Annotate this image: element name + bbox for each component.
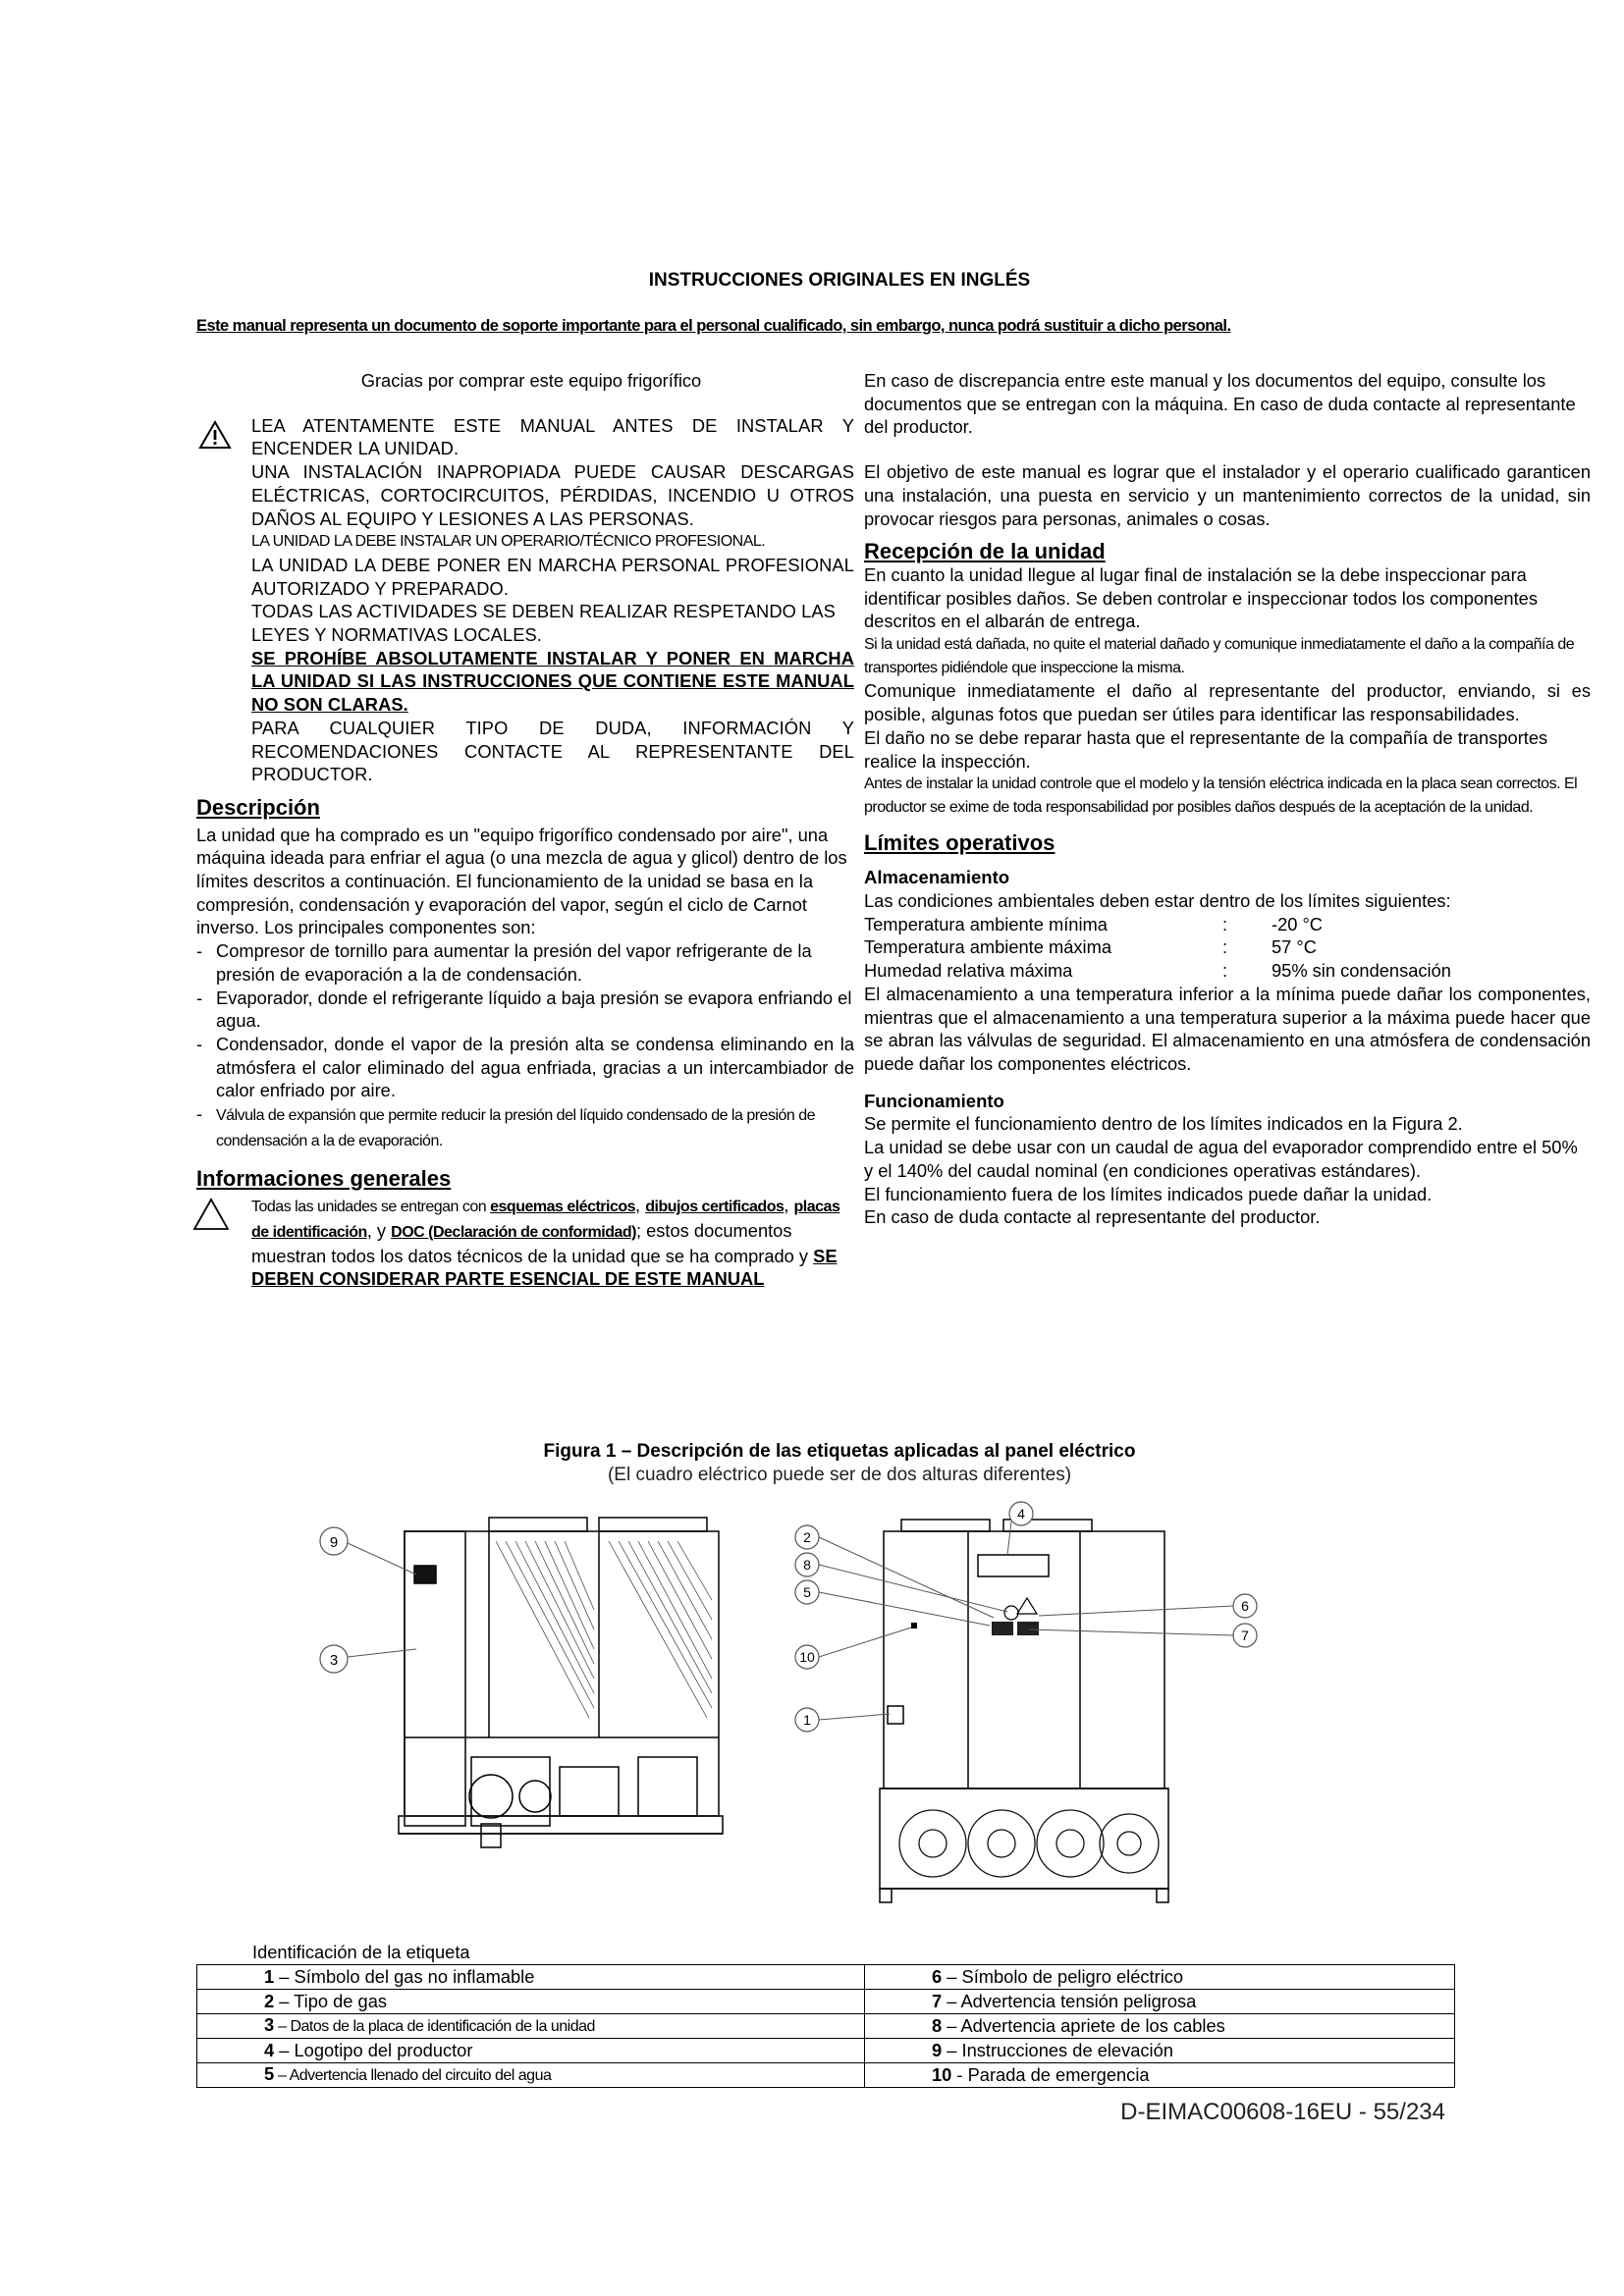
- svg-text:1: 1: [803, 1712, 811, 1728]
- warning-end: PARA CUALQUIER TIPO DE DUDA, INFORMACIÓN Y RECOMENDACIONES CONTACTE AL REPRESENTANTE DEL PRODUCTOR.: [251, 717, 854, 785]
- reception-p2: Si la unidad está dañada, no quite el material dañado y comunique inmediatamente el daño a la compañía de transportes pidiéndole que inspeccione la misma.: [864, 636, 1575, 676]
- reception-heading: Recepción de la unidad: [864, 539, 1106, 564]
- thanks-text: Gracias por comprar este equipo frigorífico: [360, 370, 702, 391]
- operation-p2: La unidad se debe usar con un caudal de agua del evaporador comprendido entre el 50% y el 140% del caudal nominal (en condiciones operativas estándares).: [864, 1137, 1578, 1181]
- caution-triangle-icon: [192, 1198, 230, 1231]
- operation-p4: En caso de duda contacte al representante del productor.: [864, 1206, 1321, 1228]
- callout-9-label: 9: [329, 1534, 339, 1551]
- component-item: - Condensador, donde el vapor de la presión alta se condensa eliminando en la atmósfera el calor eliminado del agua enfriada, gracias a un intercambiador de calor enfriado por aire.: [196, 1033, 854, 1102]
- svg-text:6: 6: [1241, 1598, 1249, 1614]
- reception-p5: Antes de instalar la unidad controle que el modelo y la tensión eléctrica indicada en la placa sean correctos. El productor se exime de toda responsabilidad por posibles daños después de la aceptación de la unidad.: [864, 775, 1578, 816]
- doc-link-plates: placas de identificación: [251, 1199, 840, 1241]
- reception-p4: El daño no se debe reparar hasta que el representante de la compañía de transportes realice la inspección.: [864, 726, 1548, 772]
- warning-line-5: TODAS LAS ACTIVIDADES SE DEBEN REALIZAR RESPETANDO LAS LEYES Y NORMATIVAS LOCALES.: [251, 601, 836, 646]
- table-row: 4 – Logotipo del productor 9 – Instrucciones de elevación: [197, 2039, 1455, 2063]
- general-heading: Informaciones generales: [196, 1165, 452, 1191]
- page-subtitle: Este manual representa un documento de soporte importante para el personal cualificado, sin embargo, nunca podrá sustituir a dicho personal.: [196, 317, 1231, 335]
- general-block: Todas las unidades se entregan con esquemas eléctricos, dibujos certificados, placas de identificación, y DOC (Declaración de conformidad); estos documentos muestran todos los datos técnicos de la unidad que se ha comprado y SE DEBEN CONSIDERAR PARTE ESENCIAL DE ESTE MANUAL: [196, 1194, 854, 1291]
- discrepancy-text: En caso de discrepancia entre este manual y los documentos del equipo, consulte los documentos que se entregan con la máquina. En caso de duda contacte al representante del productor.: [864, 370, 1576, 438]
- storage-row: Humedad relativa máxima : 95% sin condensación: [864, 960, 1451, 982]
- warning-block: [196, 414, 854, 786]
- description-heading: Descripción: [196, 794, 320, 820]
- svg-text:5: 5: [803, 1584, 811, 1600]
- table-row: 2 – Tipo de gas 7 – Advertencia tensión peligrosa: [197, 1990, 1455, 2014]
- storage-heading: Almacenamiento: [864, 867, 1010, 888]
- page-title: INSTRUCCIONES ORIGINALES EN INGLÉS: [648, 270, 1031, 291]
- warning-line-2: UNA INSTALACIÓN INAPROPIADA PUEDE CAUSAR DESCARGAS ELÉCTRICAS, CORTOCIRCUITOS, PÉRDIDAS, INCENDIO U OTROS DAÑOS AL EQUIPO Y LESIONES A LAS PERSONAS.: [251, 461, 854, 529]
- component-item: - Evaporador, donde el refrigerante líquido a baja presión se evapora enfriando el agua.: [196, 987, 854, 1033]
- component-item: - Válvula de expansión que permite reducir la presión del líquido condensado de la presión de condensación a la de evaporación.: [196, 1102, 854, 1152]
- general-mid: ; estos documentos muestran todos los datos técnicos de la unidad que se ha comprado y: [251, 1219, 814, 1266]
- storage-intro: Las condiciones ambientales deben estar dentro de los límites siguientes:: [864, 890, 1451, 912]
- warning-line-3: LA UNIDAD LA DEBE INSTALAR UN OPERARIO/TÉCNICO PROFESIONAL.: [251, 533, 766, 551]
- doc-link-doc: DOC (Declaración de conformidad): [391, 1223, 636, 1241]
- figure-subtitle: (El cuadro eléctrico puede ser de dos alturas diferentes): [607, 1465, 1072, 1485]
- storage-row: Temperatura ambiente mínima : -20 °C: [864, 913, 1324, 934]
- svg-text:2: 2: [803, 1529, 811, 1545]
- operation-heading: Funcionamiento: [864, 1090, 1004, 1111]
- component-item: - Compresor de tornillo para aumentar la presión del vapor refrigerante de la presión de evaporación a la de condensación.: [196, 939, 854, 986]
- table-row: 5 – Advertencia llenado del circuito del agua 10 - Parada de emergencia: [197, 2063, 1455, 2088]
- document-reference: D-EIMAC00608-16EU - 55/234: [1120, 2099, 1445, 2125]
- left-column: [196, 369, 854, 1291]
- figure-title: Figura 1 – Descripción de las etiquetas aplicadas al panel eléctrico: [543, 1441, 1136, 1462]
- svg-text:8: 8: [803, 1557, 811, 1573]
- warning-bold: SE PROHÍBE ABSOLUTAMENTE INSTALAR Y PONER EN MARCHA LA UNIDAD SI LAS INSTRUCCIONES QUE CONTIENE ESTE MANUAL NO SON CLARAS.: [251, 647, 854, 716]
- label-table-caption: Identificación de la etiqueta: [252, 1942, 470, 1962]
- svg-text:4: 4: [1017, 1506, 1025, 1522]
- svg-text:7: 7: [1241, 1628, 1249, 1643]
- warning-triangle-icon: [198, 420, 232, 450]
- general-bold: SE DEBEN CONSIDERAR PARTE ESENCIAL DE ESTE MANUAL: [251, 1245, 838, 1290]
- objective-text: El objetivo de este manual es lograr que el instalador y el operario cualificado garanticen una instalación, una puesta en servicio y un mantenimiento correctos de la unidad, sin provocar riesgos para personas, animales o cosas.: [864, 461, 1591, 529]
- unit-side-view-drawing: [314, 1512, 727, 1904]
- storage-row: Temperatura ambiente máxima : 57 °C: [864, 936, 1317, 958]
- callout-3-label: 3: [329, 1652, 339, 1669]
- warning-line-4: LA UNIDAD LA DEBE PONER EN MARCHA PERSONAL PROFESIONAL AUTORIZADO Y PREPARADO.: [251, 554, 854, 599]
- svg-text:10: 10: [799, 1649, 815, 1665]
- reception-p1: En cuanto la unidad llegue al lugar final de instalación se la debe inspeccionar para identificar posibles daños. Se deben controlar e inspeccionar todos los componentes descritos en el albarán de entrega.: [864, 563, 1538, 632]
- reception-p3: Comunique inmediatamente el daño al representante del productor, enviando, si es posible, algunas fotos que puedan ser útiles para identificar las responsabilidades.: [864, 680, 1591, 725]
- storage-p1: El almacenamiento a una temperatura inferior a la mínima puede dañar los componentes, mientras que el almacenamiento a una temperatura superior a la máxima puede hacer que se abran las válvulas de seguridad. El almacenamiento en una atmósfera de condensación puede dañar los componentes eléctricos.: [864, 983, 1591, 1074]
- unit-front-view-drawing: [785, 1500, 1296, 1912]
- description-text: La unidad que ha comprado es un "equipo frigorífico condensado por aire", una máquina ideada para enfriar el agua (o una mezcla de agua y glicol) dentro de los límites descritos a continuación. El funcionamiento de la unidad se basa en la compresión, condensación y evaporación del vapor, según el ciclo de Carnot inverso. Los principales componentes son:: [196, 824, 847, 938]
- operation-p1: Se permite el funcionamiento dentro de los límites indicados en la Figura 2.: [864, 1113, 1463, 1135]
- label-table: [196, 1964, 1455, 2088]
- doc-link-drawings: dibujos certificados: [645, 1199, 785, 1216]
- right-column: [864, 369, 1591, 1229]
- warning-line-1: LEA ATENTAMENTE ESTE MANUAL ANTES DE INSTALAR Y ENCENDER LA UNIDAD.: [251, 414, 854, 459]
- doc-link-electrical: esquemas eléctricos: [490, 1199, 636, 1216]
- operation-p3: El funcionamiento fuera de los límites indicados puede dañar la unidad.: [864, 1183, 1433, 1204]
- general-intro: Todas las unidades se entregan con: [251, 1199, 491, 1216]
- table-row: 1 – Símbolo del gas no inflamable 6 – Símbolo de peligro eléctrico: [197, 1965, 1455, 1990]
- table-row: 3 – Datos de la placa de identificación de la unidad 8 – Advertencia apriete de los cables: [197, 2014, 1455, 2039]
- components-list: [196, 939, 854, 1152]
- limits-heading: Límites operativos: [864, 829, 1056, 855]
